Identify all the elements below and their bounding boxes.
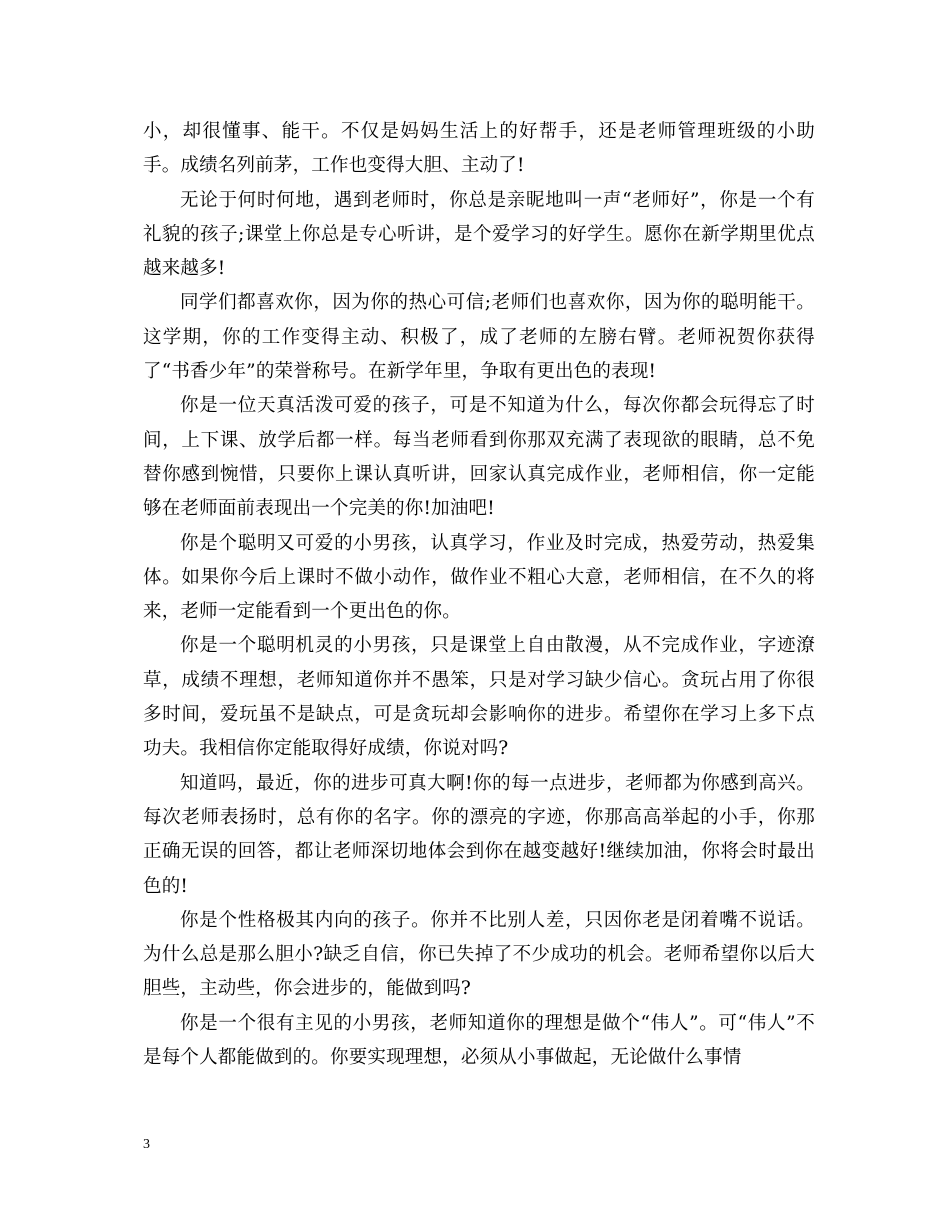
paragraph: 你是个聪明又可爱的小男孩，认真学习，作业及时完成，热爱劳动，热爱集体。如果你今后上课时不做小动作，做作业不粗心大意，老师相信，在不久的将来，老师一定能看到一个更出色的你。 [143,532,815,623]
paragraph: 你是一位天真活泼可爱的孩子，可是不知道为什么，每次你都会玩得忘了时间，上下课、放学后都一样。每当老师看到你那双充满了表现欲的眼睛，总不免替你感到惋惜，只要你上课认真听讲，回家认真完成作业，老师相信，你一定能够在老师面前表现出一个完美的你!加油吧! [143,395,815,520]
paragraph: 你是一个聪明机灵的小男孩，只是课堂上自由散漫，从不完成作业，字迹潦草，成绩不理想，老师知道你并不愚笨，只是对学习缺少信心。贪玩占用了你很多时间，爱玩虽不是缺点，可是贪玩却会影响你的进步。希望你在学习上多下点功夫。我相信你定能取得好成绩，你说对吗? [143,635,815,760]
paragraph: 小，却很懂事、能干。不仅是妈妈生活上的好帮手，还是老师管理班级的小助手。成绩名列前茅，工作也变得大胆、主动了! [143,121,815,177]
paragraph: 无论于何时何地，遇到老师时，你总是亲昵地叫一声“老师好”，你是一个有礼貌的孩子;课堂上你总是专心听讲，是个爱学习的好学生。愿你在新学期里优点越来越多! [143,189,815,280]
paragraph: 你是个性格极其内向的孩子。你并不比别人差，只因你老是闭着嘴不说话。为什么总是那么胆小?缺乏自信，你已失掉了不少成功的机会。老师希望你以后大胆些，主动些，你会进步的，能做到吗? [143,909,815,1000]
document-body [143,115,815,1075]
paragraph: 你是一个很有主见的小男孩，老师知道你的理想是做个“伟人”。可“伟人”不是每个人都能做到的。你要实现理想，必须从小事做起，无论做什么事情 [143,1012,815,1069]
paragraph: 知道吗，最近，你的进步可真大啊!你的每一点进步，老师都为你感到高兴。每次老师表扬时，总有你的名字。你的漂亮的字迹，你那高高举起的小手，你那正确无误的回答，都让老师深切地体会到你在越变越好!继续加油，你将会时最出色的! [143,772,815,897]
page-number: 3 [143,1137,150,1152]
paragraph: 同学们都喜欢你，因为你的热心可信;老师们也喜欢你，因为你的聪明能干。这学期，你的工作变得主动、积极了，成了老师的左膀右臂。老师祝贺你获得了“书香少年”的荣誉称号。在新学年里，争取有更出色的表现! [143,292,815,383]
